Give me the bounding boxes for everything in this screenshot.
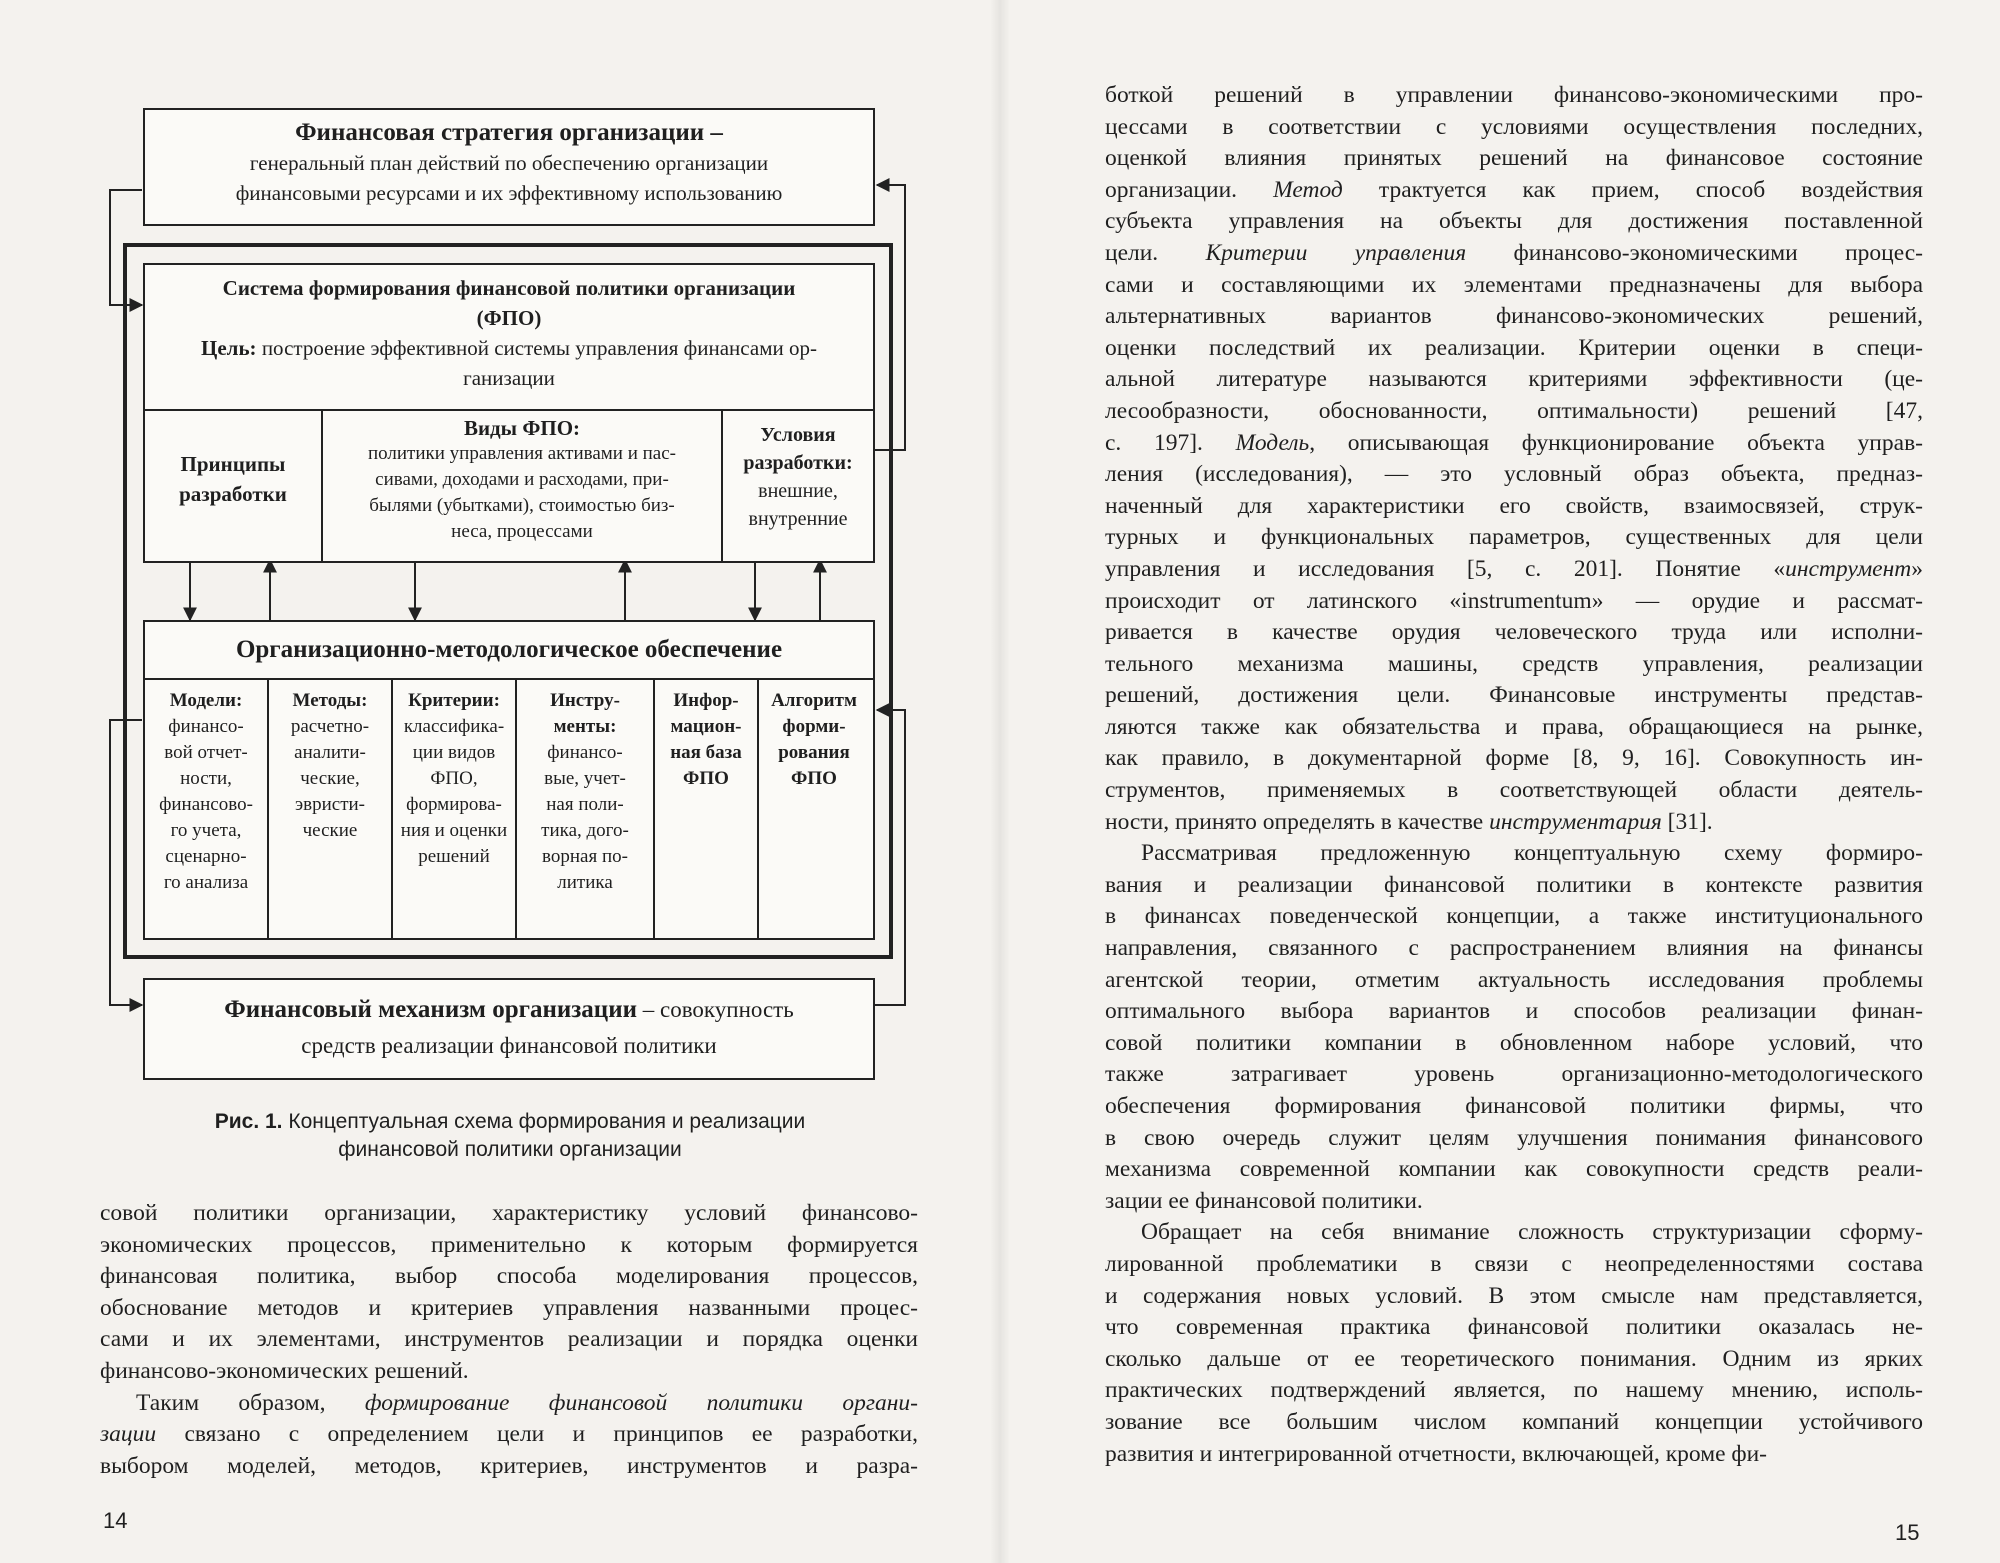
- p2-line-1: Рассматривая предложенную концептуальную схему формиро-: [1141, 840, 1923, 867]
- support-column-line: вые, учет-: [544, 768, 626, 789]
- support-column-line: финансово-: [159, 794, 253, 815]
- types-line3: былями (убытками), стоимостью биз-: [369, 495, 675, 516]
- support-column-line: ФПО,: [430, 768, 478, 789]
- support-column-line: классифика-: [403, 716, 505, 737]
- p2-line-5: агентской теории, отметим актуальность исследования проблемы: [1105, 966, 1923, 993]
- right-body-text: [1105, 80, 1923, 1470]
- p2-line-2: вания и реализации финансовой политики в контексте развития: [1105, 871, 1923, 898]
- r04a: организации.: [1105, 176, 1274, 203]
- support-column-4: [517, 680, 655, 938]
- support-columns: [145, 680, 873, 938]
- right-paragraph-3: [1105, 1217, 1923, 1470]
- left-line-2: экономических процессов, применительно к которым формируется: [100, 1231, 918, 1258]
- support-column-line: ния и оценки: [400, 820, 508, 841]
- page-number-right: 15: [1895, 1520, 1920, 1545]
- p2-line-9: обеспечения формирования финансовой политики фирмы, что: [1105, 1093, 1923, 1119]
- p2-line-11: механизма современной компании как совокупности средств реали-: [1105, 1156, 1923, 1183]
- caption-line2: финансовой политики организации: [338, 1138, 682, 1161]
- support-column-line: финансо-: [547, 742, 623, 763]
- conditions-line1: Условия: [760, 424, 836, 446]
- right-line-17: происходит от латинского «instrumentum» — орудие и рассмат-: [1105, 587, 1923, 614]
- left-p2-italic2: зации: [100, 1421, 157, 1448]
- caption-line1: [95, 1108, 925, 1136]
- system-goal-label: Цель:: [201, 336, 257, 360]
- p2-line-8: также затрагивает уровень организационно-методологического: [1105, 1061, 1923, 1088]
- conditions-line2: разработки:: [743, 452, 853, 474]
- support-column-line: финансо-: [168, 716, 244, 737]
- caption-text1: Концептуальная схема формирования и реализации: [282, 1110, 806, 1133]
- support-column-line: менты:: [553, 716, 617, 737]
- support-column-title: Инфор-: [673, 690, 739, 711]
- support-column-line: ции видов: [412, 742, 496, 763]
- r24a: ности, принято определять в качестве: [1105, 808, 1490, 835]
- support-column-line: ФПО: [791, 768, 837, 789]
- right-line-08: альтернативных вариантов финансово-экономических решений,: [1105, 303, 1923, 330]
- support-column-3: [393, 680, 517, 938]
- support-column-line: эвристи-: [294, 794, 366, 815]
- p2-line-3: в финансах поведенческой концепции, а также институционального: [1105, 903, 1923, 930]
- support-column-line: форми-: [782, 716, 846, 737]
- system-title-line1: Система формирования финансовой политики организации: [222, 276, 796, 300]
- r04b: трактуется как прием, способ воздействия: [1342, 176, 1923, 203]
- r12b: , описывающая функционирование объекта управ-: [1309, 429, 1923, 456]
- right-page: [1000, 0, 2000, 1563]
- support-column-line: литика: [557, 872, 613, 893]
- figure-caption: [95, 1108, 925, 1164]
- system-header: [145, 273, 873, 411]
- right-line-11: лесообразности, обоснованности, оптимальности) решений [47,: [1105, 397, 1923, 424]
- left-line-4: обоснование методов и критериев управления названными процес-: [100, 1294, 918, 1321]
- right-line-19: тельного механизма машины, средств управления, реализации: [1105, 650, 1923, 677]
- types-line2: сивами, доходами и расходами, при-: [375, 469, 669, 490]
- right-line-20: решений, достижения цели. Финансовые инструменты представ-: [1105, 682, 1923, 709]
- left-line-8: [100, 1419, 918, 1451]
- strategy-title: Финансовая стратегия организации –: [295, 119, 723, 146]
- r06i: Критерии управления: [1205, 239, 1467, 266]
- left-p2-start: Таким образом,: [136, 1389, 365, 1416]
- mechanism-line2: средств реализации финансовой политики: [301, 1033, 717, 1058]
- left-line-7: [100, 1388, 918, 1420]
- support-column-title: Методы:: [292, 690, 368, 711]
- support-column-6: [759, 680, 869, 938]
- conditions-cell: [723, 411, 873, 561]
- support-column-line: го анализа: [163, 872, 249, 893]
- mechanism-box: [143, 978, 875, 1080]
- support-column-title: Модели:: [169, 690, 243, 711]
- left-p2-italic: формирование финансовой политики органи-: [364, 1389, 918, 1416]
- support-column-line: сценарно-: [165, 846, 247, 867]
- support-column-1: [145, 680, 269, 938]
- left-line-1: совой политики организации, характеристику условий финансово-: [100, 1200, 918, 1226]
- principles-line2: разработки: [179, 482, 287, 506]
- types-title: Виды ФПО:: [463, 416, 581, 440]
- strategy-line2: финансовыми ресурсами и их эффективному использованию: [235, 181, 783, 205]
- r04i: Метод: [1273, 176, 1343, 203]
- system-title-line2: (ФПО): [476, 306, 542, 330]
- support-column-line: рования: [778, 742, 850, 763]
- support-column-line: вой отчет-: [164, 742, 248, 763]
- left-line-5: сами и их элементами, инструментов реализации и порядка оценки: [100, 1326, 918, 1353]
- r16a: управления и исследования [5, с. 201]. Понятие «: [1105, 555, 1786, 582]
- left-line-3: финансовая политика, выбор способа моделирования процессов,: [100, 1263, 918, 1290]
- right-line-01: боткой решений в управлении финансово-экономическими про-: [1105, 82, 1923, 108]
- conditions-line3: внешние,: [758, 480, 838, 502]
- p3-line-2: лированной проблематики в связи с неопределенностями состава: [1105, 1250, 1923, 1277]
- system-goal-line2: ганизации: [463, 366, 555, 390]
- r06a: цели.: [1105, 239, 1206, 266]
- support-column-line: аналити-: [294, 742, 366, 763]
- support-box: [143, 620, 875, 940]
- right-line-03: оценкой влияния принятых решений на финансовое состояние: [1105, 145, 1923, 172]
- left-line-6: финансово-экономических решений.: [100, 1357, 469, 1384]
- right-line-14: наченный для характеристики его свойств, взаимосвязей, струк-: [1105, 492, 1923, 519]
- r06b: финансово-экономическими процес-: [1466, 239, 1923, 266]
- support-column-line: ФПО: [683, 768, 729, 789]
- support-column-line: решений: [418, 846, 490, 867]
- support-column-line: ная поли-: [546, 794, 624, 815]
- diagram-connectors: [95, 100, 925, 1100]
- page-number-left: 14: [103, 1508, 128, 1533]
- support-column-5: [655, 680, 759, 938]
- left-p2-rest: связано с определением цели и принципов ее разработки,: [156, 1421, 918, 1448]
- p2-line-7: совой политики компании в обновленном наборе условий, что: [1105, 1029, 1923, 1056]
- concept-diagram: [95, 100, 925, 1170]
- right-paragraph-2: [1105, 838, 1923, 1217]
- right-line-21: ляются также как обязательства и права, обращающиеся на рынке,: [1105, 713, 1923, 740]
- caption-label: Рис. 1.: [214, 1110, 283, 1133]
- system-row: [145, 411, 873, 561]
- r12a: с. 197].: [1105, 429, 1236, 456]
- right-line-22: как правило, в документарной форме [8, 9, 16]. Совокупность ин-: [1105, 745, 1923, 772]
- mechanism-rest: – совокупность: [637, 997, 794, 1022]
- right-line-24: [1105, 807, 1923, 839]
- principles-cell: [145, 411, 323, 561]
- support-column-line: расчетно-: [290, 716, 370, 737]
- right-line-06: [1105, 238, 1923, 270]
- p2-line-10: в свою очередь служит целям улучшения понимания финансового: [1105, 1124, 1923, 1151]
- r12i: Модель: [1235, 429, 1310, 456]
- support-column-line: ческие: [302, 820, 358, 841]
- right-line-16: [1105, 554, 1923, 586]
- p3-line-4: что современная практика финансовой политики оказалась не-: [1105, 1314, 1923, 1341]
- support-column-line: ворная по-: [542, 846, 628, 867]
- right-line-12: [1105, 428, 1923, 460]
- system-goal-text: построение эффективной системы управления финансами ор-: [256, 336, 817, 360]
- support-column-title: Критерии:: [408, 690, 500, 711]
- p3-line-3: и содержания новых условий. В этом смысле нам представляется,: [1105, 1282, 1923, 1309]
- right-line-09: оценки последствий их реализации. Критерии оценки в специ-: [1105, 334, 1923, 361]
- support-column-line: ности,: [180, 768, 232, 789]
- right-line-23: струментов, применяемых в соответствующей области деятель-: [1105, 777, 1923, 804]
- support-column-line: тика, дого-: [541, 820, 629, 841]
- r24b: [31].: [1661, 808, 1713, 835]
- support-column-line: го учета,: [170, 820, 242, 841]
- r16b: »: [1911, 555, 1923, 582]
- p3-line-1: Обращает на себя внимание сложность структуризации сформу-: [1141, 1219, 1923, 1246]
- right-line-07: сами и составляющими их элементами предназначены для выбора: [1105, 271, 1923, 298]
- p2-line-6: оптимального выбора вариантов и способов реализации финан-: [1105, 998, 1923, 1025]
- left-body-text: [100, 1198, 918, 1482]
- types-line4: неса, процессами: [451, 521, 593, 542]
- right-line-10: альной литературе называются критериями эффективности (це-: [1105, 366, 1923, 393]
- system-goal-line1: [145, 333, 873, 363]
- support-column-line: мацион-: [670, 716, 742, 737]
- types-cell: [323, 411, 723, 561]
- support-column-line: формирова-: [406, 794, 502, 815]
- support-title: Организационно-методологическое обеспечение: [145, 622, 873, 680]
- p2-line-4: направления, связанного с распространением влияния на финансы: [1105, 935, 1923, 962]
- r24i: инструментария: [1489, 808, 1662, 835]
- p3-line-7: зование все большим числом компаний концепции устойчивого: [1105, 1408, 1923, 1435]
- r16i: инструмент: [1785, 555, 1912, 582]
- strategy-box: [143, 108, 875, 226]
- types-line1: политики управления активами и пас-: [367, 443, 676, 464]
- right-line-05: субъекта управления на объекты для достижения поставленной: [1105, 208, 1923, 235]
- p3-line-5: сколько дальше от ее теоретического понимания. Одним из ярких: [1105, 1345, 1923, 1372]
- mechanism-title: Финансовый механизм организации: [224, 996, 638, 1023]
- system-box: [143, 263, 875, 563]
- strategy-line1: генеральный план действий по обеспечению организации: [249, 151, 769, 175]
- support-column-title: Алгоритм: [771, 690, 857, 711]
- support-column-line: ная база: [670, 742, 742, 763]
- p3-line-6: практических подтверждений является, по нашему мнению, исполь-: [1105, 1377, 1923, 1404]
- left-line-9: выбором моделей, методов, критериев, инструментов и разра-: [100, 1452, 918, 1479]
- mechanism-line1: [145, 992, 873, 1028]
- support-column-2: [269, 680, 393, 938]
- conditions-line4: внутренние: [748, 508, 848, 530]
- right-line-18: ривается в качестве орудия человеческого труда или исполни-: [1105, 619, 1923, 646]
- right-line-04: [1105, 175, 1923, 207]
- p2-line-12: зации ее финансовой политики.: [1105, 1187, 1423, 1214]
- right-line-13: ления (исследования), — это условный образ объекта, предназ-: [1105, 461, 1923, 488]
- support-column-line: ческие,: [300, 768, 360, 789]
- right-line-02: цессами в соответствии с условиями осуществления последних,: [1105, 113, 1923, 140]
- principles-line1: Принципы: [180, 452, 286, 476]
- right-line-15: турных и функциональных параметров, существенных для цели: [1105, 524, 1923, 551]
- p3-line-8: развития и интегрированной отчетности, включающей, кроме фи-: [1105, 1440, 1768, 1467]
- support-column-title: Инстру-: [550, 690, 620, 711]
